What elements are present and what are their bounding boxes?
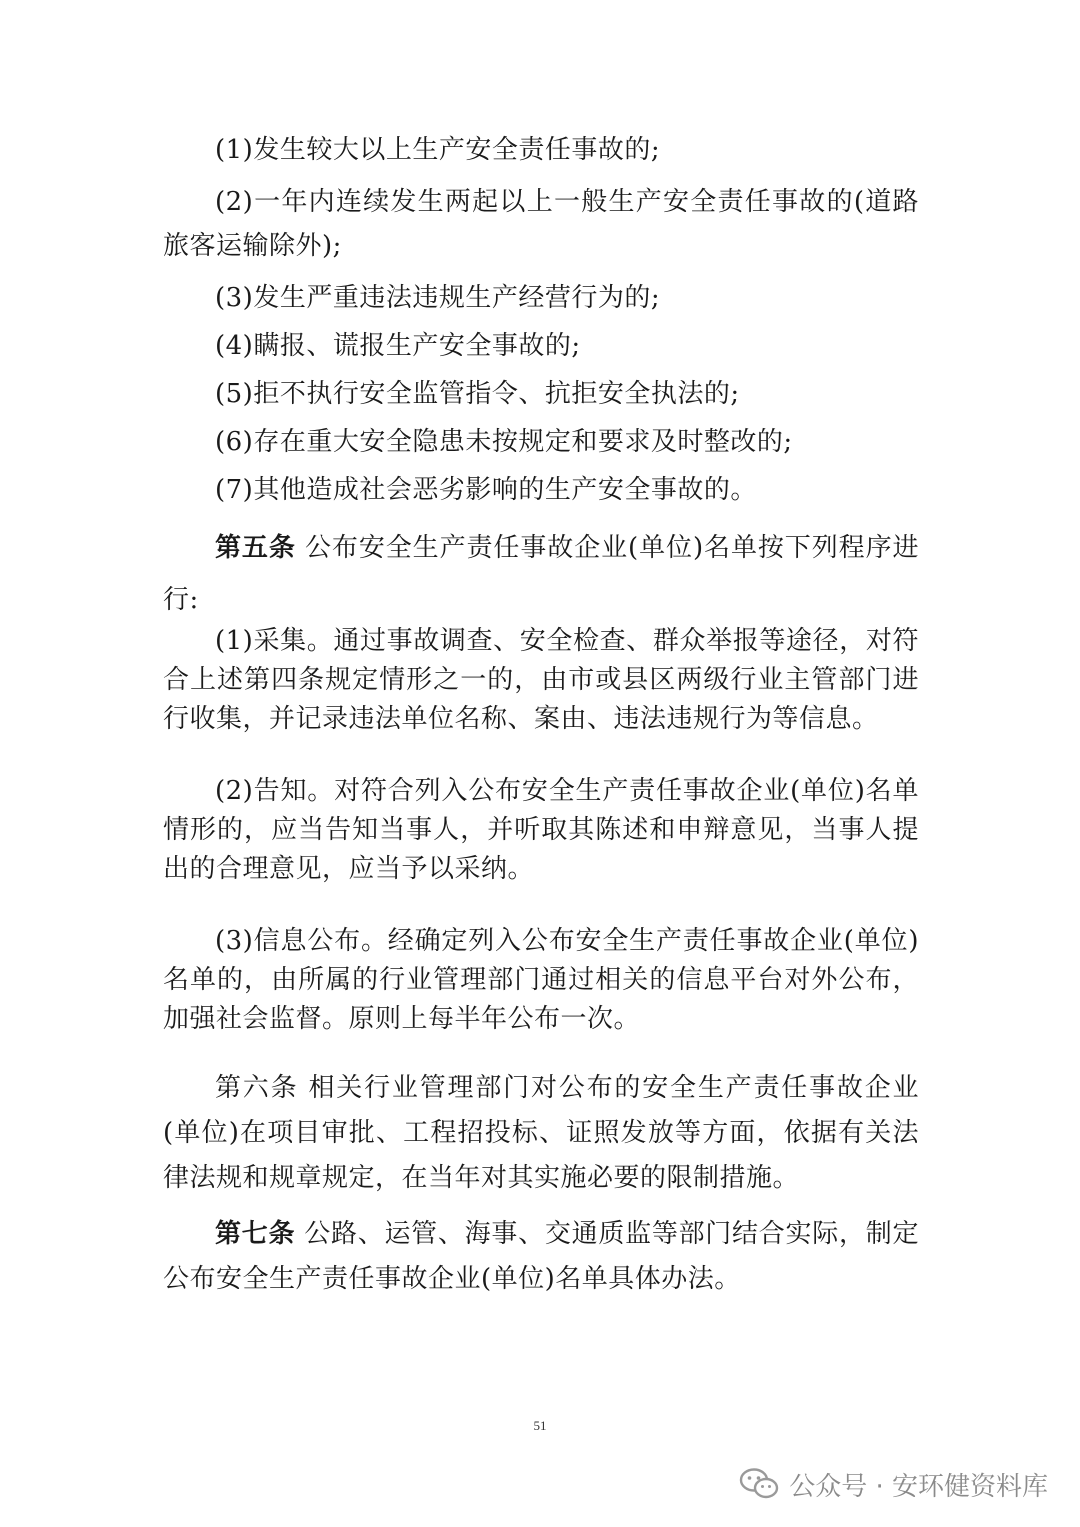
article-5-step-collect: (1)采集。通过事故调查、安全检查、群众举报等途径，对符合上述第四条规定情形之一的，由市或县区两级行业主管部门进行收集，并记录违法单位名称、案由、违法违规行为等信息。: [163, 626, 919, 734]
article-7: [163, 1212, 919, 1302]
article-heading: 第五条: [215, 533, 296, 563]
list-item: (4)瞒报、谎报生产安全事故的;: [215, 331, 581, 361]
list-item: (3)发生严重违法违规生产经营行为的;: [215, 283, 661, 313]
list-item: (2)一年内连续发生两起以上一般生产安全责任事故的(道路旅客运输除外);: [163, 187, 919, 261]
article-5-step-publish: (3)信息公布。经确定列入公布安全生产责任事故企业(单位)名单的，由所属的行业管理部门通过相关的信息平台对外公布，加强社会监督。原则上每半年公布一次。: [163, 926, 919, 1034]
list-item: (6)存在重大安全隐患未按规定和要求及时整改的;: [215, 427, 793, 457]
watermark-text: 公众号 · 安环健资料库: [789, 1471, 1048, 1502]
list-item: (1)发生较大以上生产安全责任事故的;: [215, 135, 661, 165]
article-text: 公布安全生产责任事故企业(单位)名单按下列程序进行:: [163, 533, 919, 615]
list-item: (5)拒不执行安全监管指令、抗拒安全执法的;: [215, 379, 740, 409]
watermark: [739, 1462, 1048, 1506]
article-5-step-notify: (2)告知。对符合列入公布安全生产责任事故企业(单位)名单情形的，应当告知当事人，并听取其陈述和申辩意见，当事人提出的合理意见，应当予以采纳。: [163, 776, 919, 884]
wechat-icon: [739, 1467, 779, 1501]
article-text: 公路、运管、海事、交通质监等部门结合实际，制定公布安全生产责任事故企业(单位)名单具体办法。: [163, 1219, 919, 1294]
article-heading: 第七条: [215, 1219, 296, 1249]
article-6: 第六条 相关行业管理部门对公布的安全生产责任事故企业(单位)在项目审批、工程招投标、证照发放等方面，依据有关法律法规和规章规定，在当年对其实施必要的限制措施。: [163, 1073, 919, 1193]
list-item: (7)其他造成社会恶劣影响的生产安全事故的。: [215, 475, 757, 505]
page-number: 51: [533, 1418, 547, 1433]
article-5-intro: [163, 522, 919, 626]
